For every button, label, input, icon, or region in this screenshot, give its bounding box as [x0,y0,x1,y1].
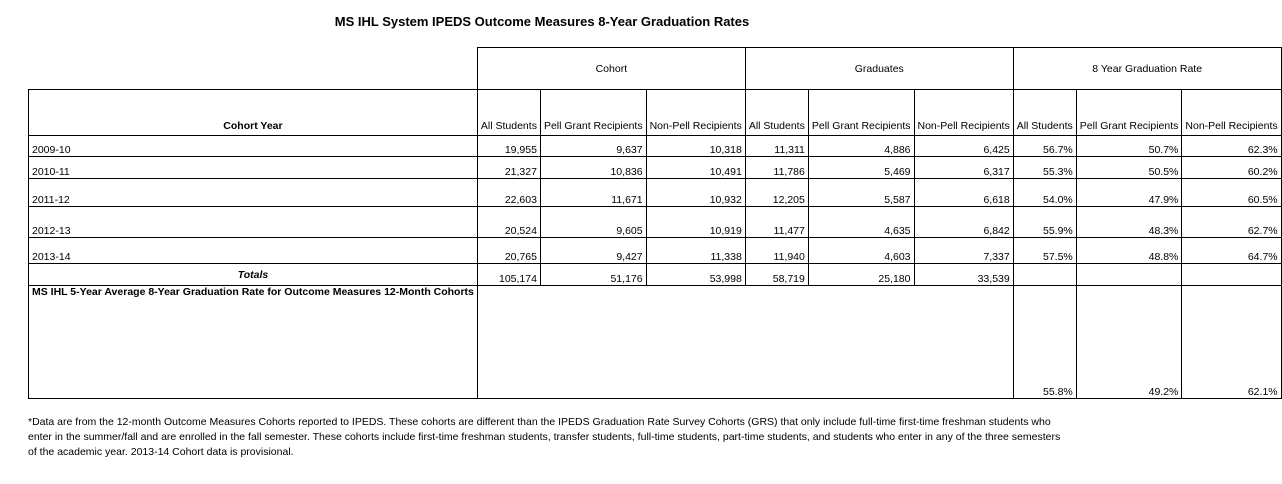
table-row [29,157,1282,179]
cell: 55.3% [1013,157,1076,179]
cell: 47.9% [1076,179,1182,207]
cell: 19,955 [477,136,540,157]
total-cell: 105,174 [477,264,540,286]
total-cell: 51,176 [540,264,646,286]
graduation-rates-table [28,47,1282,399]
col-header: Pell Grant Recipients [808,90,914,136]
table-row [29,179,1282,207]
cell: 48.8% [1076,238,1182,264]
cell: 64.7% [1182,238,1281,264]
cell: 10,919 [646,207,745,238]
totals-row [29,264,1282,286]
row-year: 2013-14 [29,238,478,264]
cell: 7,337 [914,238,1013,264]
cell: 20,765 [477,238,540,264]
col-header: Non-Pell Recipients [646,90,745,136]
average-label: MS IHL 5-Year Average 8-Year Graduation Rate for Outcome Measures 12-Month Cohorts [29,286,478,399]
cell: 20,524 [477,207,540,238]
cell: 6,425 [914,136,1013,157]
cell: 56.7% [1013,136,1076,157]
cell: 4,635 [808,207,914,238]
col-header: Pell Grant Recipients [540,90,646,136]
cell: 11,311 [745,136,808,157]
row-year: 2012-13 [29,207,478,238]
cell: 21,327 [477,157,540,179]
col-header: Non-Pell Recipients [914,90,1013,136]
average-cell: 49.2% [1076,286,1182,399]
table-row [29,238,1282,264]
cell: 54.0% [1013,179,1076,207]
cell: 10,836 [540,157,646,179]
total-cell: 58,719 [745,264,808,286]
row-year: 2009-10 [29,136,478,157]
column-header-row [29,90,1282,136]
total-cell: 53,998 [646,264,745,286]
cell: 11,477 [745,207,808,238]
col-cohort-year: Cohort Year [29,90,478,136]
cell: 57.5% [1013,238,1076,264]
group-cohort: Cohort [477,48,745,90]
table-row [29,207,1282,238]
total-cell: 25,180 [808,264,914,286]
average-cell: 55.8% [1013,286,1076,399]
cell: 62.3% [1182,136,1281,157]
cell: 48.3% [1076,207,1182,238]
cell: 9,637 [540,136,646,157]
average-cell: 62.1% [1182,286,1281,399]
cell: 4,886 [808,136,914,157]
cell: 5,587 [808,179,914,207]
page-title: MS IHL System IPEDS Outcome Measures 8-Year Graduation Rates [334,14,750,29]
cell: 55.9% [1013,207,1076,238]
table-row [29,136,1282,157]
cell: 6,842 [914,207,1013,238]
cell: 6,317 [914,157,1013,179]
cell: 12,205 [745,179,808,207]
row-year: 2010-11 [29,157,478,179]
cell: 11,671 [540,179,646,207]
col-header: All Students [1013,90,1076,136]
cell: 50.5% [1076,157,1182,179]
cell: 11,786 [745,157,808,179]
row-year: 2011-12 [29,179,478,207]
cell: 60.5% [1182,179,1281,207]
col-header: Pell Grant Recipients [1076,90,1182,136]
totals-label: Totals [29,264,478,286]
col-header: Non-Pell Recipients [1182,90,1281,136]
cell: 9,605 [540,207,646,238]
cell: 50.7% [1076,136,1182,157]
group-header-row [29,48,1282,90]
cell: 10,318 [646,136,745,157]
total-cell: 33,539 [914,264,1013,286]
cell: 10,491 [646,157,745,179]
cell: 22,603 [477,179,540,207]
average-row [29,286,1282,399]
col-header: All Students [477,90,540,136]
footnote: *Data are from the 12-month Outcome Measures Cohorts reported to IPEDS. These cohorts are different than the IPEDS Graduation Rate Survey Cohorts (GRS) that only include full-time first-time freshman students who enter in the summer/fall and are enrolled in the fall semester. These cohorts include first-time freshman students, transfer students, full-time students, part-time students, and students who enter in any of the three semesters of the academic year. 2013-14 Cohort data is provisional. [28,416,1061,458]
group-graduates: Graduates [745,48,1013,90]
cell: 10,932 [646,179,745,207]
cell: 4,603 [808,238,914,264]
cell: 11,940 [745,238,808,264]
cell: 60.2% [1182,157,1281,179]
group-grad-rate: 8 Year Graduation Rate [1013,48,1281,90]
cell: 62.7% [1182,207,1281,238]
cell: 11,338 [646,238,745,264]
cell: 9,427 [540,238,646,264]
cell: 5,469 [808,157,914,179]
col-header: All Students [745,90,808,136]
cell: 6,618 [914,179,1013,207]
